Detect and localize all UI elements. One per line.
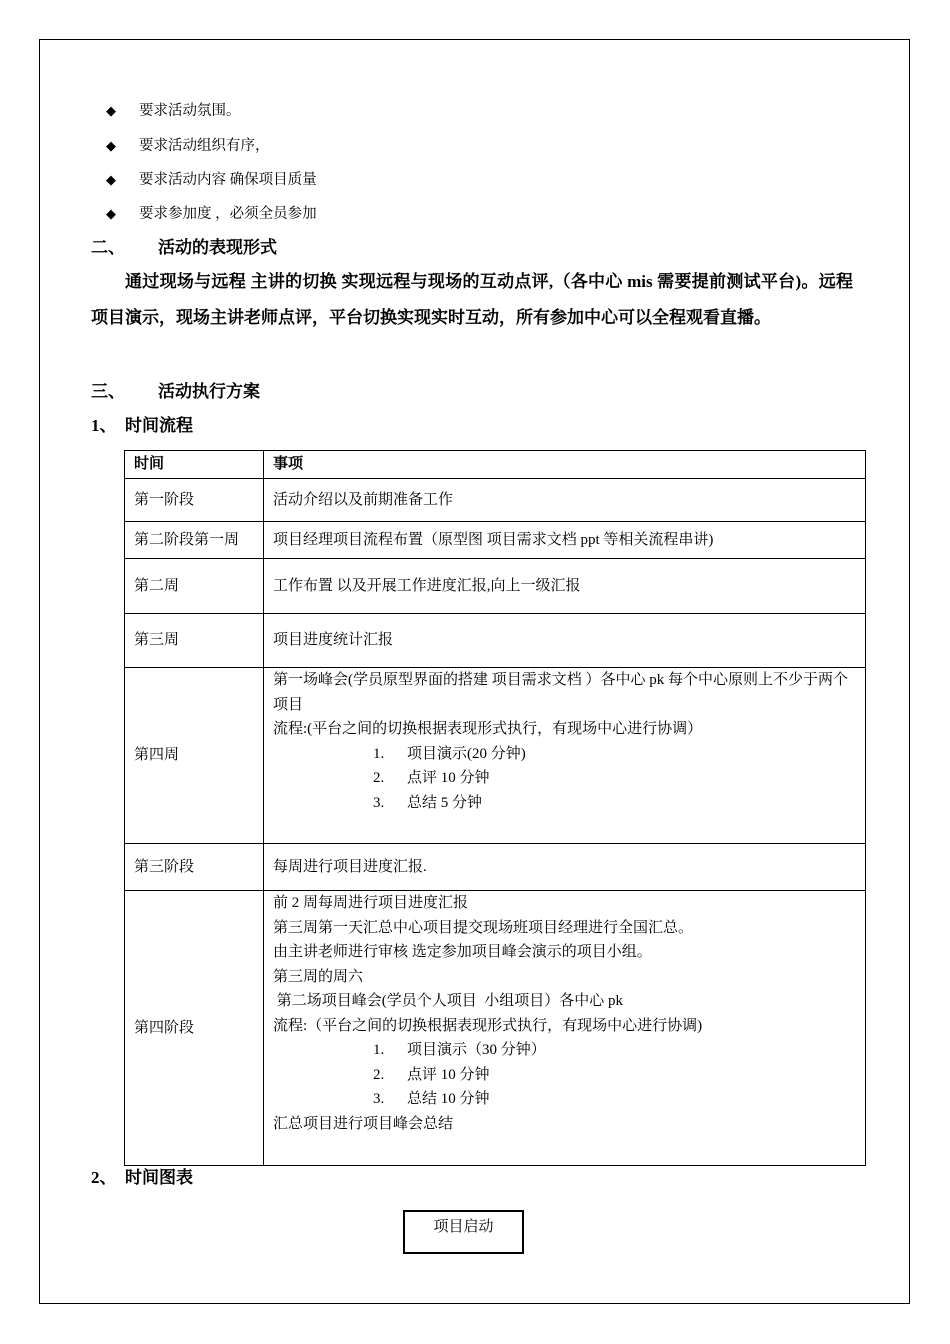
schedule-table xyxy=(124,450,866,1166)
table-row: 第四阶段 前 2 周每周进行项目进度汇报 第三周第一天汇总中心项目提交现场班项目经理进行全国汇总。 由主讲老师进行审核 选定参加项目峰会演示的项目小组。 第三周的周六 第二场项目峰会(学员个人项目 小组项目）各中心 pk 流程:（平台之间的切换根据表现形式执行，有现场中心进行协调) 1. 项目演示（30 分钟） 2. 点评 10 分钟 3. 总结 10 分钟 汇总项目进行项目峰会总结 xyxy=(125,891,866,1166)
table-row: 第二阶段第一周 项目经理项目流程布置（原型图 项目需求文档 ppt 等相关流程串讲) xyxy=(125,522,866,559)
list-item: 2. 点评 10 分钟 xyxy=(373,1066,490,1083)
diamond-bullet-icon: ◆ xyxy=(106,103,116,118)
section-heading-3: 三、 活动执行方案 xyxy=(91,382,260,401)
bullet-item: ◆ 要求活动内容 确保项目质量 xyxy=(106,172,317,188)
column-header-item: 事项 xyxy=(264,451,866,479)
bullet-item: ◆ 要求参加度 ，必须全员参加 xyxy=(106,206,317,222)
subheading-time-chart: 2、 时间图表 xyxy=(91,1168,193,1187)
bullet-item: ◆ 要求活动氛围。 xyxy=(106,103,241,119)
diamond-bullet-icon: ◆ xyxy=(106,172,116,187)
diamond-bullet-icon: ◆ xyxy=(106,206,116,221)
flowchart-start-box: 项目启动 xyxy=(403,1210,524,1254)
list-item: 3. 总结 5 分钟 xyxy=(373,794,483,811)
list-item: 3. 总结 10 分钟 xyxy=(373,1091,490,1107)
table-row: 第三阶段 每周进行项目进度汇报. xyxy=(125,844,866,891)
table-row: 第一阶段 活动介绍以及前期准备工作 xyxy=(125,479,866,522)
table-row: 第四周 第一场峰会(学员原型界面的搭建 项目需求文档 ）各中心 pk 每个中心原则上不少于两个项目 流程:(平台之间的切换根据表现形式执行，有现场中心进行协调） 1. 项目演示(20 分钟) 2. 点评 10 分钟 3. 总结 5 分钟 xyxy=(125,668,866,844)
bullet-item: ◆ 要求活动组织有序， xyxy=(106,138,270,154)
column-header-time: 时间 xyxy=(125,451,264,479)
list-item: 2. 点评 10 分钟 xyxy=(373,770,490,786)
list-item: 1. 项目演示（30 分钟） xyxy=(373,1042,546,1058)
table-row: 第二周 工作布置 以及开展工作进度汇报,向上一级汇报 xyxy=(125,559,866,614)
table-header-row xyxy=(125,451,866,479)
section-2-paragraph: 通过现场与远程 主讲的切换 实现远程与现场的互动点评,（各中心 mis 需要提前测试平台)。远程项目演示，现场主讲老师点评，平台切换实现实时互动，所有参加中心可以全程观看直播。 xyxy=(91,272,853,327)
subheading-time-flow: 1、 时间流程 xyxy=(91,416,193,435)
table-row: 第三周 项目进度统计汇报 xyxy=(125,614,866,668)
diamond-bullet-icon: ◆ xyxy=(106,138,116,153)
section-heading-2: 二、 活动的表现形式 xyxy=(91,238,277,257)
list-item: 1. 项目演示(20 分钟) xyxy=(373,745,526,762)
